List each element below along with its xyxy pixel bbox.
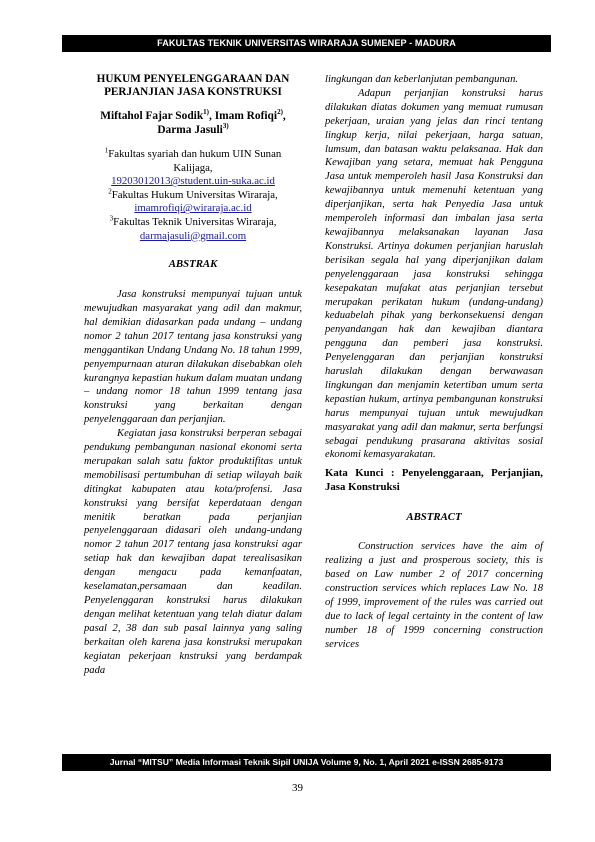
left-column	[84, 73, 302, 677]
page-number: 39	[292, 782, 303, 794]
abstrak-paragraph-2: Kegiatan jasa konstruksi berperan sebagai pendukung pembangunan nasional ekonomi serta merupakan salah satu faktor produktifitas untuk memobilisasi pertumbuhan di setiap wilayah baik ditingkat kabupaten atau kota/profensi. Jasa konstruksi yang bersifat keperdataan dengan menitik beratkan pada perjanjian penyelenggaraan didasari oleh undang-undang nomor 2 tahun 2017 tentang jasa konstruksi agar setiap hak dan kewajiban dapat terealisasikan dengan mengacu pada kemanfaatan, keselamatan,persamaan dan keadilan. Penyelenggaran konstruksi harus dilakukan dengan melihat ketentuan yang telah diatur dalam pasal 2, 38 dan sub pasal lainnya yang saling berkaitan oleh karena jasa konstruksi merupakan kegiatan pekerjaan knstruksi yang berdampak pada	[84, 428, 302, 676]
author-name: Darma Jasuli	[157, 124, 223, 136]
author-sup: 2)	[277, 108, 283, 117]
journal-header-text: FAKULTAS TEKNIK UNIVERSITAS WIRARAJA SUMENEP - MADURA	[157, 38, 456, 48]
affiliation-num: 1	[104, 146, 109, 155]
affiliation-text: Fakultas syariah dan hukum UIN Sunan Kalijaga,	[108, 148, 282, 174]
journal-header-bar	[62, 35, 551, 52]
abstract-heading: ABSTRACT	[406, 511, 462, 524]
affiliation-3	[84, 216, 302, 243]
keywords: Kata Kunci : Penyelenggaraan, Perjanjian, Jasa Konstruksi	[325, 467, 543, 494]
abstrak-paragraph-1: Jasa konstruksi mempunyai tujuan untuk mewujudkan masyarakat yang adil dan makmur, hal demikian didasarkan pada undang – undang nomor 2 tahun 2017 tentang jasa konstruksi yang menggantikan Undang Undang No. 18 tahun 1999, penyempurnaan aturan dilakukan disebabkan oleh kurangnya kepastian hukum dalam muatan undang – undang nomor 18 tahun 1999 tentang jasa konstruksi yang berkaitan dengan penyelenggaraan dan perjanjian.	[84, 289, 302, 426]
author-sup: 1)	[203, 108, 210, 117]
journal-footer-text: Jurnal “MITSU” Media Informasi Teknik Sipil UNIJA Volume 9, No. 1, April 2021 e-ISSN 2685-9173	[109, 757, 504, 767]
abstrak-paragraph-3: Adapun perjanjian konstruksi harus dilakukan diatas dokumen yang memuat rumusan pekerjaan, uraian yang jelas dan rinci tentang lingkup kerja, nilai pekerjaan, harga satuan, lumsum, dan batasan waktu pelaksanaa. Hak dan Kewajiban yang setara, memuat hak Pengguna Jasa untuk memperoleh hasil Jasa Konstruksi dan kewajibannya untuk memenuhi ketentuan yang diperjanjikan, serta hak Penyedia Jasa untuk memperoleh informasi dan imbalan jasa serta kewajibannya melaksanakan layanan Jasa Konstruksi. Artinya dokumen perjanjian haruslah berisikan segala hal yang diperjanjikan dalam penyelenggaraan jasa konstruksi sehingga kesepakatan mufakat atas perjanjian tersebut merupakan perikatan hukum (undang-undang) keduabelah pihak yang berkonsekuensi dengan penyandangan hak dan kewajiban diantara pengguna dan pemberi jasa konstruksi. Penyelenggaran dan perjanjian konstruksi haruslah dilakukan dengan berwawasan lingkungan dan menjamin ketertiban umum serta kepastian hukum, artinya pembangunan konstruksi harus mempunyai tujuan untuk mewujudkan masyarakat yang adil dan makmur, serta berfungsi sebagai pendukung prasarana aktivitas sosial ekonomi kemasyarakatan.	[325, 87, 543, 461]
affiliation-num: 3	[109, 214, 114, 223]
author-sup: 3)	[222, 122, 229, 131]
journal-footer-bar	[62, 754, 551, 771]
affiliation-1	[84, 148, 302, 189]
author-list: Miftahol Fajar Sodik$^{1)}$, Imam Rofiqi$^{2)}$, Darma Jasuli$^{3)}$	[100, 108, 286, 136]
paper-title: HUKUM PENYELENGGARAAN DAN PERJANJIAN JASA KONSTRUKSI	[96, 73, 290, 98]
affiliation-email-link[interactable]: 19203012013@student.uin-suka.ac.id	[111, 175, 275, 188]
right-column	[325, 73, 543, 652]
affiliation-email-link[interactable]: darmajasuli@gmail.com	[139, 229, 247, 242]
affiliation-text: Fakultas Teknik Universitas Wiraraja,	[113, 215, 277, 228]
affiliation-2	[84, 189, 302, 216]
affiliation-text: Fakultas Hukum Universitas Wiraraja,	[111, 188, 278, 201]
affiliation-num: 2	[108, 187, 112, 196]
abstract-paragraph-1: Construction services have the aim of realizing a just and prosperous society, this is based on Law number 2 of 2017 concerning construction services which replaces Law No. 18 of 1999, improvement of the rules was carried out due to lack of legal certainty in the content of law number 18 of 1999 concerning construction services	[325, 541, 543, 650]
author-name: Imam Rofiqi	[214, 110, 278, 122]
abstrak-continuation: lingkungan dan keberlanjutan pembangunan.	[325, 74, 519, 85]
affiliation-email-link[interactable]: imamrofiqi@wiraraja.ac.id	[134, 202, 252, 215]
author-name: Miftahol Fajar Sodik	[100, 110, 204, 122]
abstrak-heading: ABSTRAK	[168, 258, 218, 271]
affiliation-list	[84, 148, 302, 243]
